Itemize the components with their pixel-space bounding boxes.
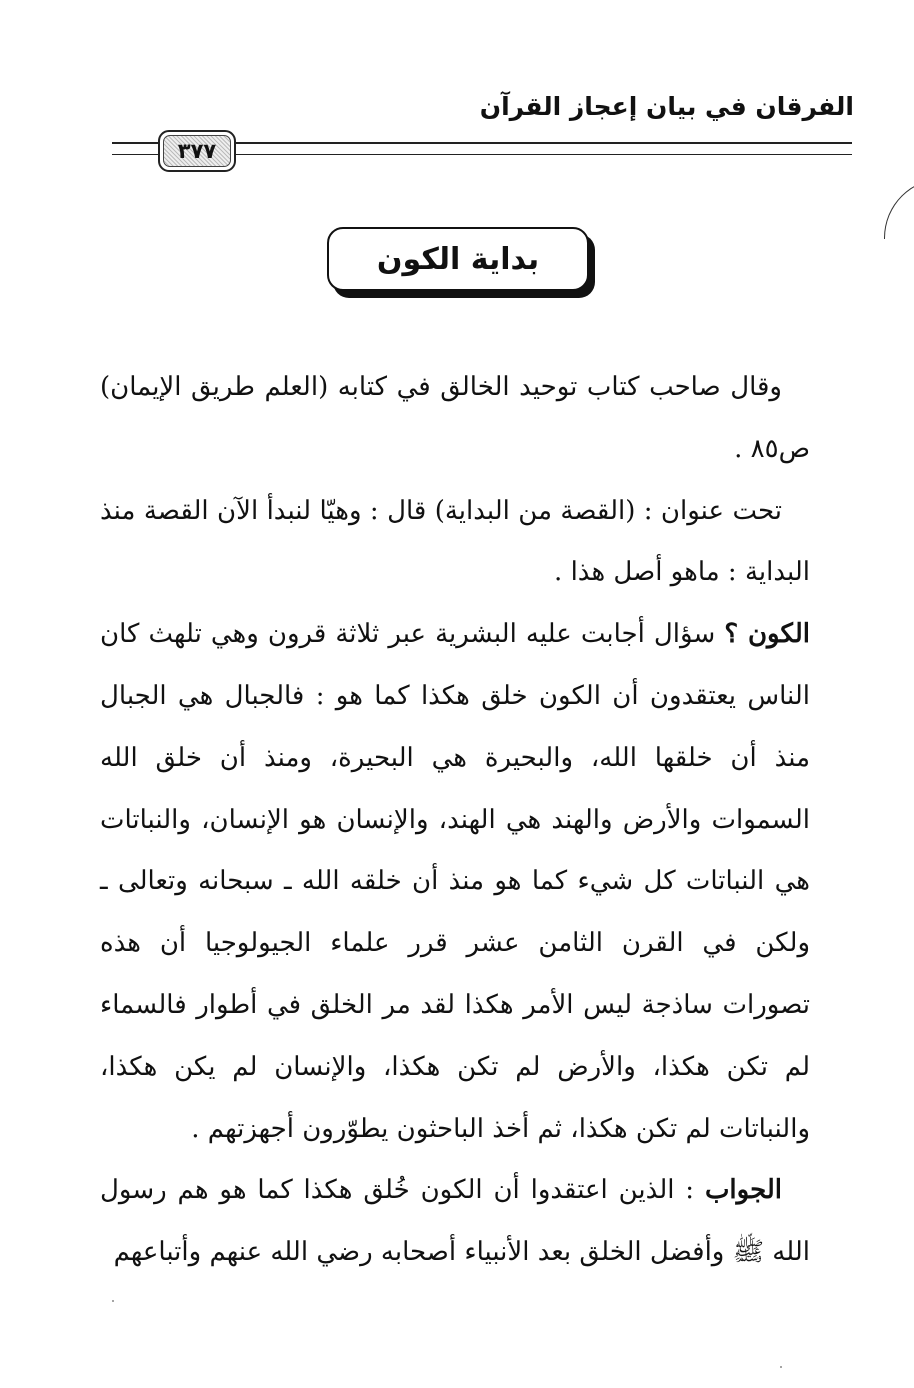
margin-decoration <box>884 178 914 239</box>
chapter-title-frame <box>327 227 589 291</box>
paragraph-3 <box>100 604 810 1160</box>
header-rule-top-right <box>236 142 852 144</box>
paragraph-2: تحت عنوان : (القصة من البداية) قال : وهيّا لنبدأ الآن القصة منذ البداية : ماهو أصل هذا . <box>100 495 810 588</box>
page-number-badge <box>158 130 236 172</box>
paragraph-3-lead: الكون ؟ <box>724 619 810 650</box>
chapter-title-box <box>327 227 597 299</box>
header-rule-bottom-right <box>236 154 852 155</box>
body-text <box>100 357 810 1284</box>
scan-speck <box>780 1366 782 1368</box>
running-header-title: الفرقان في بيان إعجاز القرآن <box>479 92 854 121</box>
header-rule-bottom <box>112 154 158 155</box>
chapter-title: بداية الكون <box>376 241 540 277</box>
header-rule-top <box>112 142 158 144</box>
paragraph-3-text: سؤال أجابت عليه البشرية عبر ثلاثة قرون وهي تلهث كان الناس يعتقدون أن الكون خلق هكذا كما هو : فالجبال هي الجبال منذ أن خلقها الله، والبحيرة هي البحيرة، ومنذ أن خلق الله السموات والأرض والهند هي الهند، والإنسان هو الإنسان، والنباتات هي النباتات كل شيء كما هو منذ أن خلقه الله ـ سبحانه وتعالى ـ ولكن في القرن الثامن عشر قرر علماء الجيولوجيا أن هذه تصورات ساذجة ليس الأمر هكذا لقد مر الخلق في أطوار فالسماء لم تكن هكذا، والأرض لم تكن هكذا، والإنسان لم يكن هكذا، والنباتات لم تكن هكذا، ثم أخذ الباحثون يطوّرون أجهزتهم . <box>100 619 811 1144</box>
page-number: ٣٧٧ <box>163 135 231 167</box>
paragraph-4 <box>100 1160 810 1284</box>
paragraph-4-text: : الذين اعتقدوا أن الكون خُلق هكذا كما هو هم رسول الله ﷺ وأفضل الخلق بعد الأنبياء أصحابه رضي الله عنهم وأتباعهم <box>100 1175 810 1268</box>
paragraph-4-lead: الجواب <box>704 1175 782 1206</box>
scan-speck <box>112 1300 114 1302</box>
paragraph-1: وقال صاحب كتاب توحيد الخالق في كتابه (العلم طريق الإيمان) ص٨٥ . <box>100 372 810 464</box>
